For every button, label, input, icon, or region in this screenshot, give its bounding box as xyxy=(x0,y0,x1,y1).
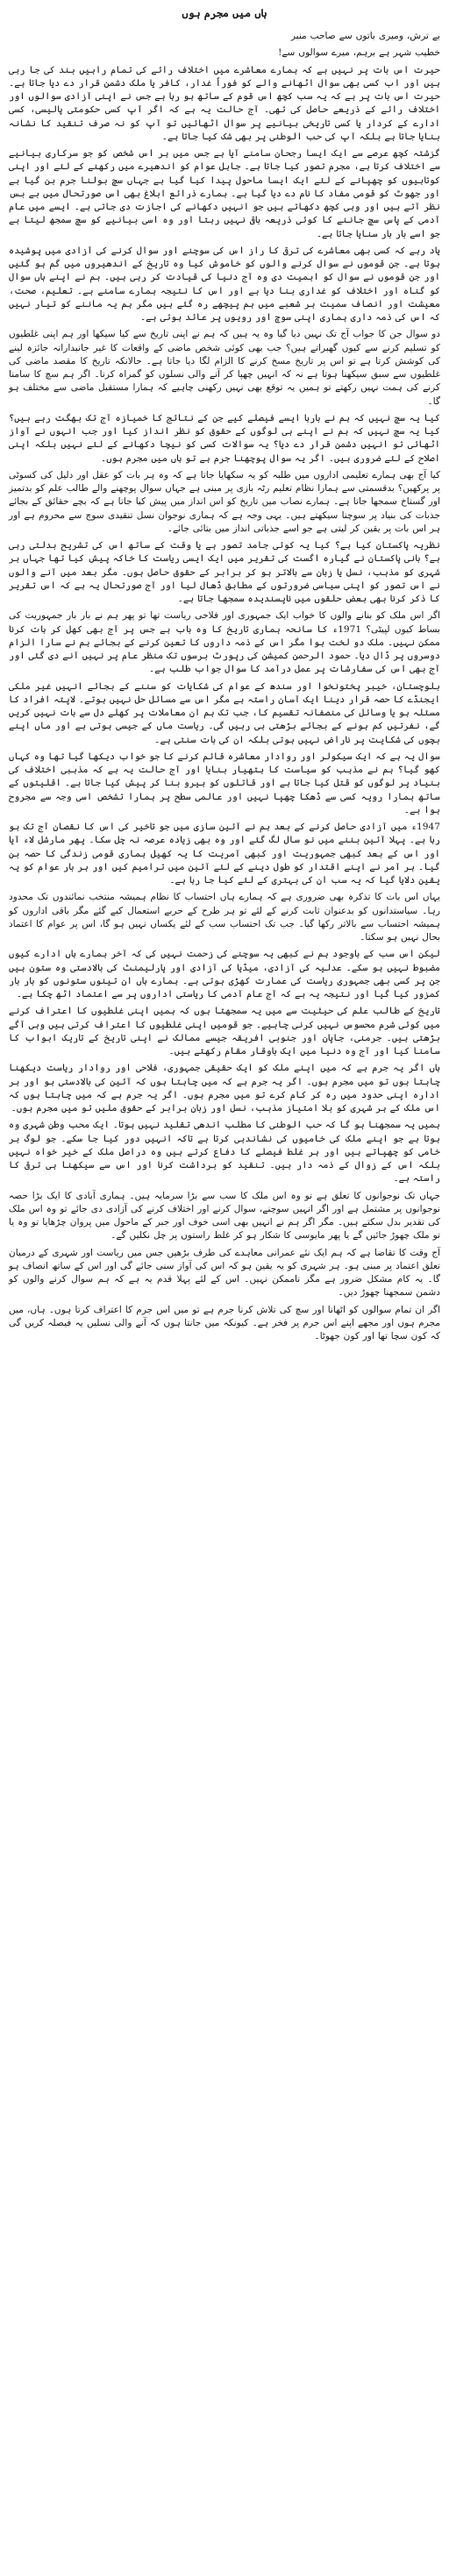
article-paragraph: کیا آج بھی ہمارے تعلیمی اداروں میں طلبہ کو یہ سکھایا جاتا ہے کہ وہ ہر بات کو عقل اور دلیل کی کسوٹی پر پرکھیں؟ بدقسمتی سے ہمارا نظام تعلیم رٹہ بازی پر مبنی ہے جہاں سوال پوچھنے والے طالب علم کو بدتمیز اور گستاخ سمجھا جاتا ہے۔ ہمارے نصاب میں تاریخ کو اس انداز میں پیش کیا جاتا ہے کہ بچے حقائق کے بجائے جذبات کی بنیاد پر سوچنا سیکھتے ہیں۔ یہی وجہ ہے کہ ہماری نوجوان نسل تنقیدی سوچ سے محروم ہے اور ہر اس بات پر یقین کر لیتی ہے جو اسے جذباتی انداز میں بتائی جائے۔ xyxy=(9,469,440,534)
article-paragraph: دو سوال جن کا جواب آج تک نہیں دیا گیا وہ یہ ہیں کہ ہم نے اپنی تاریخ سے کیا سیکھا اور ہم اپنی غلطیوں کو تسلیم کرنے سے کیوں گھبراتے ہیں؟ جب بھی کوئی شخص ماضی کے واقعات کا غیر جانبدارانہ جائزہ لینے کی کوشش کرتا ہے تو اس پر تاریخ مسخ کرنے کا الزام لگا دیا جاتا ہے۔ حالانکہ تاریخ کا مقصد ماضی کی غلطیوں سے سبق سیکھنا ہوتا ہے نہ کہ انہیں چھپا کر آنے والی نسلوں کو گمراہ کرنا۔ اگر ہم سچ کا سامنا کرنے کی ہمت نہیں رکھتے تو ہمیں یہ توقع بھی نہیں رکھنی چاہیے کہ ہمارا مستقبل ماضی سے مختلف ہو گا۔ xyxy=(9,329,440,407)
poem-line: بے ترش، ومیری باتوں سے صاحب منبر xyxy=(290,31,440,41)
article-paragraph: اگر ان تمام سوالوں کو اٹھانا اور سچ کی تلاش کرنا جرم ہے تو میں اس جرم کا اعتراف کرتا ہوں۔ ہاں، میں مجرم ہوں اور مجھے اپنے اس جرم پر فخر ہے۔ کیونکہ میں جانتا ہوں کہ آنے والی نسلیں یہ فیصلہ کریں گی کہ کون سچا تھا اور کون جھوٹا۔ xyxy=(9,1304,440,1341)
article-paragraph: حیرت اس بات پر نہیں ہے کہ ہمارے معاشرے میں اختلاف رائے کی تمام راہیں بند کی جا رہی ہیں اور اب کسی بھی سوال اٹھانے والے کو فوراً غدار، کافر یا ملک دشمن قرار دے دیا جاتا ہے۔ حیرت اس بات پر ہے کہ یہ سب کچھ اس قوم کے ساتھ ہو رہا ہے جس نے اپنی آزادی سوالوں اور اختلاف رائے کے ذریعے حاصل کی تھی۔ آج حالت یہ ہے کہ اگر آپ کسی حکومتی پالیسی، کسی ادارے کے کردار یا کسی تاریخی بیانیے پر سوال اٹھائیں تو آپ کو نہ صرف تنقید کا نشانہ بنایا جاتا ہے بلکہ آپ کی حب الوطنی پر بھی شک کیا جاتا ہے۔ xyxy=(9,64,440,142)
article-paragraph: گزشتہ کچھ عرصے سے ایک ایسا رجحان سامنے آیا ہے جس میں ہر اس شخص کو جو سرکاری بیانیے سے اختلاف کرتا ہے، مجرم تصور کیا جاتا ہے۔ جاہل عوام کو اندھیرے میں رکھنے کے لئے اور اپنی کوتاہیوں کو چھپانے کے لئے ایک ایسا ماحول پیدا کیا گیا ہے جہاں سچ بولنا جرم بن گیا ہے اور جھوٹ کو قومی مفاد کا نام دے دیا گیا ہے۔ ہمارے ذرائع ابلاغ بھی اس صورتحال میں بے بس نظر آتے ہیں اور وہی کچھ دکھاتے ہیں جو انہیں دکھانے کی اجازت دی جاتی ہے۔ ایسے میں عام آدمی کے پاس سچ جاننے کا کوئی ذریعہ باقی نہیں رہتا اور وہ اسی بیانیے کو سچ سمجھ لیتا ہے جو اسے بار بار سنایا جاتا ہے۔ xyxy=(9,148,440,239)
article-paragraph: سوال یہ ہے کہ ایک سیکولر اور روادار معاشرہ قائم کرنے کا جو خواب دیکھا گیا تھا وہ کہاں کھو گیا؟ ہم نے مذہب کو سیاست کا ہتھیار بنایا اور آج حالت یہ ہے کہ مذہبی اختلاف کی بنیاد پر لوگوں کو قتل کیا جاتا ہے اور قاتلوں کو ہیرو بنا کر پیش کیا جاتا ہے۔ اقلیتوں کے ساتھ ہمارا رویہ کسی سے ڈھکا چھپا نہیں اور عالمی سطح پر ہمارا تشخص اسی وجہ سے مجروح ہوا ہے۔ xyxy=(9,751,440,815)
article-paragraph: بلوچستان، خیبر پختونخوا اور سندھ کے عوام کی شکایات کو سننے کے بجائے انہیں غیر ملکی ایجنڈے کا حصہ قرار دینا ایک آسان راستہ ہے مگر اس سے مسائل حل نہیں ہوتے۔ لاپتہ افراد کا مسئلہ ہو یا وسائل کی منصفانہ تقسیم کا، جب تک ہم ان معاملات پر کھلے دل سے بات نہیں کریں گے، نفرتیں کم ہونے کے بجائے بڑھتی ہی رہیں گی۔ ریاست ماں کے جیسی ہوتی ہے اور ماں اپنے بچوں کی شکایت پر ناراض نہیں ہوتی بلکہ ان کی بات سنتی ہے۔ xyxy=(9,680,440,745)
article-title: ہاں میں مجرم ہوں xyxy=(182,7,267,19)
article-paragraph: نظریہ پاکستان کیا ہے؟ کیا یہ کوئی جامد تصور ہے یا وقت کے ساتھ اس کی تشریح بدلتی رہی ہے؟ بانی پاکستان نے گیارہ اگست کی تقریر میں ایک ایسی ریاست کا خاکہ پیش کیا تھا جہاں ہر شہری کو مذہب، نسل یا زبان سے بالاتر ہو کر برابر کے حقوق حاصل ہوں۔ مگر بعد میں آنے والوں نے اس تصور کو اپنی سیاسی ضرورتوں کے مطابق ڈھال لیا اور آج صورتحال یہ ہے کہ اس تقریر کا ذکر کرنا بھی بعض حلقوں میں ناپسندیدہ سمجھا جاتا ہے۔ xyxy=(9,540,440,604)
article-paragraph: یاد رہے کہ کسی بھی معاشرے کی ترقی کا راز اس کی سوچنے اور سوال کرنے کی آزادی میں پوشیدہ ہوتا ہے۔ جن قوموں نے سوال کرنے والوں کو خاموش کیا وہ تاریخ کے اندھیروں میں گم ہو گئیں اور جن قوموں نے سوال کو اہمیت دی وہ آج دنیا کی قیادت کر رہی ہیں۔ ہم نے اپنے ہاں سوال کو گناہ اور اختلاف کو غداری بنا دیا ہے اور اس کا نتیجہ ہمارے سامنے ہے۔ تعلیم، صحت، معیشت اور انصاف سمیت ہر شعبے میں ہم پیچھے رہ گئے ہیں مگر ہم یہ ماننے کو تیار نہیں کہ اس کی ذمہ داری ہماری اپنی سوچ اور رویوں پر عائد ہوتی ہے۔ xyxy=(9,245,440,323)
article-paragraph: ہمیں یہ سمجھنا ہو گا کہ حب الوطنی کا مطلب اندھی تقلید نہیں ہوتا۔ ایک محب وطن شہری وہ ہوتا ہے جو اپنے ملک کی خامیوں کی نشاندہی کرتا ہے تاکہ انہیں دور کیا جا سکے۔ جو لوگ ہر خامی کو چھپاتے ہیں اور ہر غلط فیصلے کا دفاع کرتے ہیں وہ دراصل ملک کے خیر خواہ نہیں بلکہ اس کے زوال کے ذمہ دار ہیں۔ تنقید کو برداشت کرنا اور اس سے سیکھنا ہی ترقی کا راستہ ہے۔ xyxy=(9,1120,440,1185)
article-paragraph: جہاں تک نوجوانوں کا تعلق ہے تو وہ اس ملک کا سب سے بڑا سرمایہ ہیں۔ ہماری آبادی کا ایک بڑا حصہ نوجوانوں پر مشتمل ہے اور اگر انہیں سوچنے، سوال کرنے اور اختلاف کرنے کی آزادی دی جائے تو وہ اس ملک کی تقدیر بدل سکتے ہیں۔ مگر اگر ہم نے انہیں بھی اسی خوف اور جبر کے ماحول میں پروان چڑھایا تو وہ یا تو ملک چھوڑ جائیں گے یا پھر مایوسی کا شکار ہو کر غلط راستوں پر چل نکلیں گے۔ xyxy=(9,1190,440,1242)
article-body xyxy=(9,30,440,1343)
article-paragraph: 1947ء میں آزادی حاصل کرنے کے بعد ہم نے آئین سازی میں جو تاخیر کی اس کا نقصان آج تک ہو رہا ہے۔ پہلا آئین بننے میں نو سال لگ گئے اور وہ بھی زیادہ عرصہ نہ چل سکا۔ پھر مارشل لاء آیا اور اس کے بعد کبھی جمہوریت اور کبھی آمریت کا یہ کھیل ہماری قومی زندگی کا حصہ بن گیا۔ ہر آمر نے اپنے اقتدار کو طول دینے کے لئے آئین میں ترامیم کیں اور ہر بار عوام کو یہ یقین دلایا گیا کہ یہ سب ان کی بہتری کے لئے کیا جا رہا ہے۔ xyxy=(9,822,440,886)
article-paragraph: آج وقت کا تقاضا ہے کہ ہم ایک نئے عمرانی معاہدے کی طرف بڑھیں جس میں ریاست اور شہری کے درمیان تعلق اعتماد پر مبنی ہو۔ ہر شہری کو یہ یقین ہو کہ اس کی آواز سنی جائے گی اور اس کے ساتھ انصاف ہو گا۔ یہ کام مشکل ضرور ہے مگر ناممکن نہیں۔ اس کے لئے پہلا قدم یہ ہے کہ ہم سوال کرنے والوں کو دشمن سمجھنا چھوڑ دیں۔ xyxy=(9,1247,440,1299)
article-paragraph: تاریخ کے طالب علم کی حیثیت سے میں یہ سمجھتا ہوں کہ ہمیں اپنی غلطیوں کا اعتراف کرنے میں کوئی شرم محسوس نہیں کرنی چاہیے۔ جو قومیں اپنی غلطیوں کا اعتراف کرتی ہیں وہی آگے بڑھتی ہیں۔ جرمنی، جاپان اور جنوبی افریقہ جیسے ممالک نے اپنی تاریخ کے تاریک ابواب کا سامنا کیا اور آج وہ دنیا میں ایک باوقار مقام رکھتے ہیں۔ xyxy=(9,1006,440,1057)
article-paragraph: لیکن اس سب کے باوجود ہم نے کبھی یہ سوچنے کی زحمت نہیں کی کہ آخر ہمارے ہاں ادارے کیوں مضبوط نہیں ہو سکے۔ عدلیہ کی آزادی، میڈیا کی آزادی اور پارلیمنٹ کی بالادستی وہ ستون ہیں جن پر کسی بھی جمہوری ریاست کی عمارت کھڑی ہوتی ہے۔ ہمارے ہاں ان تینوں ستونوں کو بار بار کمزور کیا گیا اور نتیجہ یہ ہے کہ آج عام آدمی کا ریاستی اداروں پر سے اعتماد اٹھ چکا ہے۔ xyxy=(9,949,440,1000)
article-paragraph: اگر اس ملک کو بنانے والوں کا خواب ایک جمہوری اور فلاحی ریاست تھا تو پھر ہم نے بار بار جمہوریت کی بساط کیوں لپیٹی؟ 1971ء کا سانحہ ہماری تاریخ کا وہ باب ہے جس پر آج بھی کھل کر بات کرنا ممکن نہیں۔ ملک دو لخت ہوا مگر اس کے ذمہ داروں کا تعین کرنے کے بجائے ہم نے سارا الزام دوسروں پر ڈال دیا۔ حمود الرحمن کمیشن کی رپورٹ برسوں تک منظر عام پر نہیں آنے دی گئی اور آج بھی اس کی سفارشات پر عمل درآمد کا سوال جواب طلب ہے۔ xyxy=(9,610,440,675)
poem-line: خطیب شہر ہے برہم، میرے سوالوں سے! xyxy=(278,47,440,59)
article-paragraph: یہاں اس بات کا تذکرہ بھی ضروری ہے کہ ہمارے ہاں احتساب کا نظام ہمیشہ منتخب نمائندوں تک محدود رہا۔ سیاستدانوں کو بدعنوان ثابت کرنے کے لئے تو ہر طرح کے حربے استعمال کیے گئے مگر باقی اداروں کو ہمیشہ احتساب سے بالاتر رکھا گیا۔ جب تک احتساب سب کے لئے یکساں نہیں ہو گا، اس پر عوام کا اعتماد بحال نہیں ہو سکتا۔ xyxy=(9,892,440,943)
article-paragraph: کیا یہ سچ نہیں کہ ہم نے بارہا ایسے فیصلے کیے جن کے نتائج کا خمیازہ آج تک بھگت رہے ہیں؟ کیا یہ سچ نہیں کہ ہم نے اپنے ہی لوگوں کے حقوق کو نظر انداز کیا اور جب انہوں نے آواز اٹھائی تو انہیں دشمن قرار دے دیا؟ یہ سوالات کسی کو نیچا دکھانے کے لئے نہیں بلکہ اپنی اصلاح کے لئے ضروری ہیں۔ اگر یہ سوال پوچھنا جرم ہے تو ہاں میں مجرم ہوں۔ xyxy=(9,412,440,464)
article-paragraph: ہاں اگر یہ جرم ہے کہ میں اپنے ملک کو ایک حقیقی جمہوری، فلاحی اور روادار ریاست دیکھنا چاہتا ہوں تو میں مجرم ہوں۔ اگر یہ جرم ہے کہ میں چاہتا ہوں کہ آئین کی بالادستی ہو اور ہر ادارہ اپنی حدود میں رہ کر کام کرے تو میں مجرم ہوں۔ اگر یہ جرم ہے کہ میں چاہتا ہوں کہ اس ملک کے ہر شہری کو بلا امتیاز مذہب، نسل اور زبان برابر کے حقوق ملیں تو میں مجرم ہوں۔ xyxy=(9,1063,440,1114)
